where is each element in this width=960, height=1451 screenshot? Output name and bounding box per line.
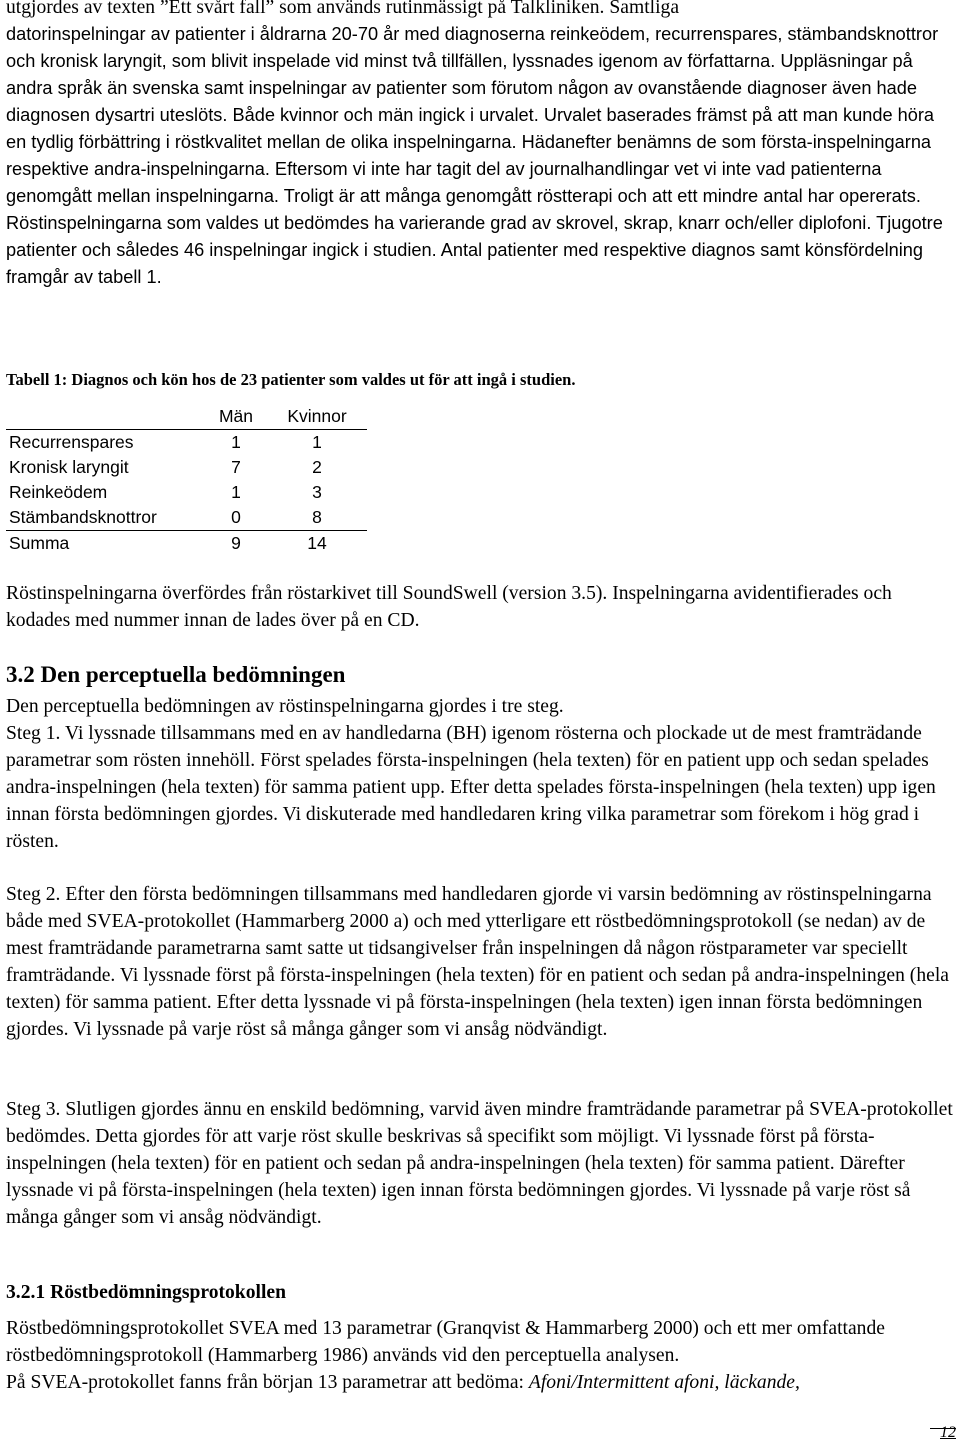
page-number: 12 <box>940 1424 956 1441</box>
diagnosis-table <box>6 404 367 556</box>
section-3-2-intro <box>6 693 956 855</box>
table-cell: Kronisk laryngit <box>9 457 129 477</box>
section-heading-3-2-1: 3.2.1 Röstbedömningsprotokollen <box>6 1282 286 1303</box>
table-header-cell: Kvinnor <box>267 404 367 430</box>
section-heading-3-2: 3.2 Den perceptuella bedömningen <box>6 662 346 687</box>
table-row <box>6 455 367 480</box>
table-cell: 7 <box>231 457 241 477</box>
table-caption: Tabell 1: Diagnos och kön hos de 23 patienter som valdes ut för att ingå i studien. <box>6 370 576 389</box>
table-row <box>6 505 367 531</box>
table-header-cell <box>6 404 205 430</box>
table-cell: 0 <box>205 505 267 531</box>
protocol-paragraph <box>6 1315 956 1396</box>
table-row <box>6 480 367 505</box>
table-cell: Recurrenspares <box>9 432 134 452</box>
intro-lead-text: utgjordes av texten ”Ett svårt fall” som används rutinmässigt på Talkliniken. Samtliga <box>6 0 680 18</box>
table-cell: 9 <box>231 533 241 553</box>
table-cell: 1 <box>231 432 241 452</box>
table-header-cell: Män <box>205 404 267 430</box>
table-row <box>6 430 367 456</box>
step2-paragraph: Steg 2. Efter den första bedömningen tillsammans med handledaren gjorde vi varsin bedömning av röstinspelningarna både med SVEA-protokollet (Hammarberg 2000 a) och med ytterligare ett röstbedömningsprotokoll (se nedan) av de mest framträdande parametrarna samt satte ut tidsangivelser från inspelningen då någon röstparameter var speciellt framträdande. Vi lyssnade först på första-inspelningen (hela texten) för en patient och sedan på andra-inspelningen (hela texten) för samma patient. Efter detta lyssnade vi på första-inspelningen (hela texten) igen innan första bedömningen gjordes. Vi lyssnade på varje röst så många gånger som vi ansåg nödvändigt. <box>6 884 949 1040</box>
table-total-row <box>6 531 367 557</box>
table-cell: 14 <box>307 533 327 553</box>
section-3-2-intro-text: Den perceptuella bedömningen av röstinspelningarna gjordes i tre steg. <box>6 696 564 717</box>
table-cell: Reinkeödem <box>9 482 108 502</box>
step1-paragraph: Steg 1. Vi lyssnade tillsammans med en av handledarna (BH) igenom rösterna och plockade ut de mest framträdande parametrar som rösten innehöll. Först spelades första-inspelningen (hela texten) för en patient upp och sedan spelades andra-inspelningen (hela texten) för samma patient upp. Efter detta spelades första-inspelningen (hela texten) upp igen innan första bedömningen gjordes. Vi diskuterade med handledaren kring vilka parametrar som förekom i hög grad i rösten. <box>6 723 936 852</box>
table-cell: 1 <box>231 482 241 502</box>
table-cell: Summa <box>9 533 70 553</box>
table-cell: 3 <box>312 482 322 502</box>
table-cell: 8 <box>267 505 367 531</box>
table-cell: 2 <box>312 457 322 477</box>
protocol-italic-text: Afoni/Intermittent afoni, läckande, <box>528 1372 800 1393</box>
table-cell: Stämbandsknottror <box>6 505 205 531</box>
step3-paragraph: Steg 3. Slutligen gjordes ännu en enskild bedömning, varvid även mindre framträdande parametrar på SVEA-protokollet bedömdes. Detta gjordes för att varje röst skulle beskrivas så specifikt som möjligt. Vi lyssnade först på första-inspelningen (hela texten) för en patient och sedan på andra-inspelningen (hela texten) för samma patient. Därefter lyssnade vi på första-inspelningen (hela texten) igen innan första bedömningen gjordes. Vi lyssnade på varje röst så många gånger som vi ansåg nödvändigt. <box>6 1099 953 1228</box>
table-header-row <box>6 404 367 430</box>
table-cell: 1 <box>312 432 322 452</box>
intro-paragraph <box>6 0 956 291</box>
after-table-paragraph: Röstinspelningarna överfördes från röstarkivet till SoundSwell (version 3.5). Inspelningarna avidentifierades och kodades med nummer innan de lades över på en CD. <box>6 583 892 631</box>
protocol-text-2: På SVEA-protokollet fanns från början 13 parametrar att bedöma: <box>6 1372 529 1393</box>
protocol-text: Röstbedömningsprotokollet SVEA med 13 parametrar (Granqvist & Hammarberg 2000) och ett mer omfattande röstbedömningsprotokoll (Hammarberg 1986) används vid den perceptuella analysen. <box>6 1318 885 1366</box>
intro-body-text: datorinspelningar av patienter i åldrarna 20-70 år med diagnoserna reinkeödem, recurrenspares, stämbandsknottror och kronisk laryngit, som blivit inspelade vid minst två tillfällen, lyssnades igenom av författarna. Uppläsningar på andra språk än svenska samt inspelningar av patienter som förutom någon av ovanstående diagnoser även hade diagnosen dysartri uteslöts. Både kvinnor och män ingick i urvalet. Urvalet baserades främst på att man kunde höra en tydlig förbättring i röstkvalitet mellan de olika inspelningarna. Hädanefter benämns de som första-inspelningarna respektive andra-inspelningarna. Eftersom vi inte har tagit del av journalhandlingar vet vi inte vad patienterna genomgått mellan inspelningarna. Troligt är att många genomgått röstterapi och att ett mindre antal har opererats. Röstinspelningarna som valdes ut bedömdes ha varierande grad av skrovel, skrap, knarr och/eller diplofoni. Tjugotre patienter och således 46 inspelningar ingick i studien. Antal patienter med respektive diagnos samt könsfördelning framgår av tabell 1. <box>6 24 943 287</box>
